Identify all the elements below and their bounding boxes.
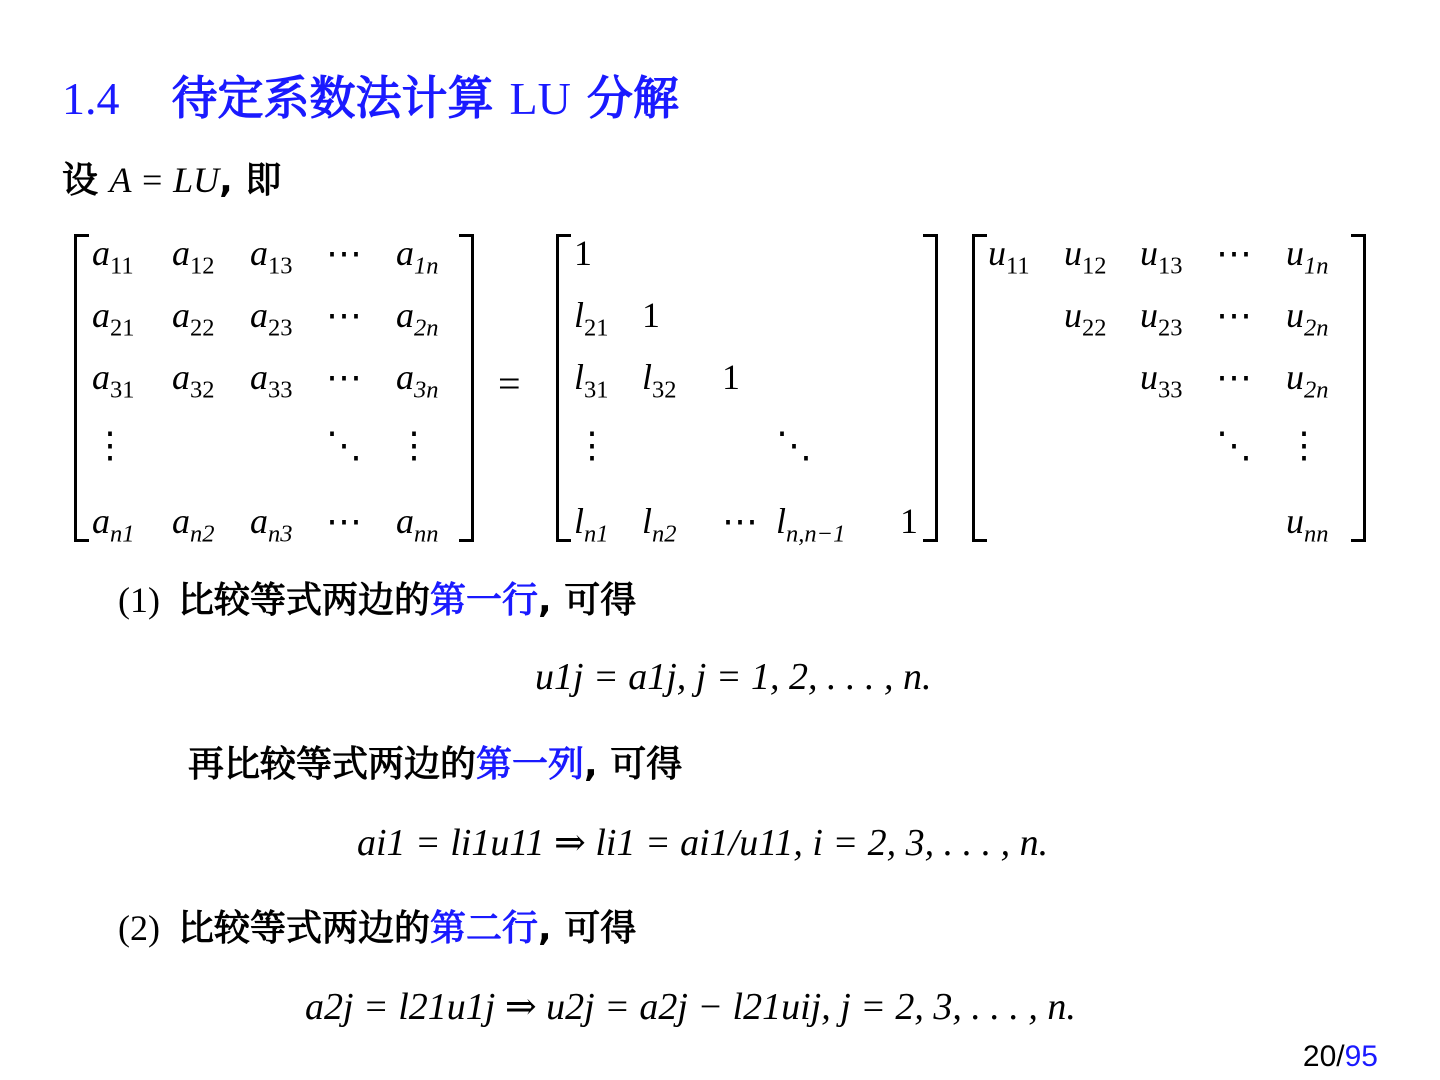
step1-label: (1) bbox=[118, 580, 160, 620]
equation-3 bbox=[305, 984, 1076, 1029]
matrix-a-cell: $a_{31}$ bbox=[92, 357, 135, 404]
matrix-a-cell: $a_{nn}$ bbox=[396, 501, 439, 548]
matrix-a-cell: $a_{n1}$ bbox=[92, 501, 135, 548]
page-number bbox=[1303, 1040, 1378, 1074]
matrix-a-cell: ⋱ bbox=[326, 425, 362, 465]
matrix-a-cell: $a_{3n}$ bbox=[396, 357, 439, 404]
step2-highlight: 第二行 bbox=[430, 908, 539, 949]
step2-line bbox=[118, 900, 636, 951]
matrix-a-cell: ⋯ bbox=[326, 357, 362, 397]
matrix-a-cell: $a_{22}$ bbox=[172, 295, 215, 342]
matrix-a-cell: ⋯ bbox=[326, 233, 362, 273]
matrix-u-cell: $u_{13}$ bbox=[1140, 233, 1183, 280]
eq3-text: a2j = l21u1j ⇒ u2j = a2j − l21uij, j = 2, 3, . . . , n. bbox=[305, 986, 1076, 1028]
matrix-u-cell: ⋯ bbox=[1216, 357, 1252, 397]
equation-1 bbox=[535, 655, 931, 699]
title-text-2: 分解 bbox=[586, 71, 679, 125]
matrix-a-cell: $a_{11}$ bbox=[92, 233, 134, 280]
matrix-a-cell: $a_{2n}$ bbox=[396, 295, 439, 342]
matrix-a-cell: $a_{32}$ bbox=[172, 357, 215, 404]
equation-2 bbox=[357, 820, 1048, 865]
title-lu: LU bbox=[509, 73, 571, 124]
matrix-a-cell: ⋯ bbox=[326, 295, 362, 335]
matrix-l-cell: 1 bbox=[722, 357, 740, 397]
matrix-u-cell: $u_{12}$ bbox=[1064, 233, 1107, 280]
matrix-a-cell: $a_{n2}$ bbox=[172, 501, 215, 548]
matrix-a-cell: $a_{33}$ bbox=[250, 357, 293, 404]
matrix-a-cell: $a_{21}$ bbox=[92, 295, 135, 342]
matrix-u-cell: $u_{2n}$ bbox=[1286, 295, 1329, 342]
step1b-highlight: 第一列 bbox=[476, 744, 585, 785]
matrix-equals: = bbox=[498, 361, 521, 406]
matrix-a-left-bracket bbox=[74, 234, 89, 542]
step1b-text: 再比较等式两边的 bbox=[188, 744, 477, 785]
matrix-l-cell: $l_{32}$ bbox=[642, 357, 677, 404]
matrix-u-cell: $u_{11}$ bbox=[988, 233, 1030, 280]
matrix-l-cell: $l_{31}$ bbox=[574, 357, 609, 404]
matrix-l-cell: $l_{n1}$ bbox=[574, 501, 609, 548]
matrix-l-left-bracket bbox=[556, 234, 571, 542]
intro-prefix: 设 bbox=[62, 160, 99, 201]
matrix-l-cell: ⋱ bbox=[776, 425, 812, 465]
title-text-1: 待定系数法计算 bbox=[171, 71, 494, 125]
matrix-l-right-bracket bbox=[923, 234, 938, 542]
matrix-a-cell: ⋮ bbox=[92, 425, 128, 465]
matrix-l-cell: ⋮ bbox=[574, 425, 610, 465]
step2-suffix: , 可得 bbox=[538, 908, 637, 949]
step1b-suffix: , 可得 bbox=[584, 744, 683, 785]
step1b-line bbox=[188, 736, 682, 787]
matrix-a-cell: $a_{n3}$ bbox=[250, 501, 293, 548]
eq2-text: ai1 = li1u11 ⇒ li1 = ai1/u11, i = 2, 3, . . . , n. bbox=[357, 822, 1049, 864]
step1-suffix: , 可得 bbox=[538, 580, 637, 621]
matrix-l-cell: 1 bbox=[642, 295, 660, 335]
step2-label: (2) bbox=[118, 908, 160, 948]
matrix-u-cell: ⋮ bbox=[1286, 425, 1322, 465]
matrix-u-cell: ⋯ bbox=[1216, 295, 1252, 335]
matrix-u-left-bracket bbox=[972, 234, 987, 542]
step1-line bbox=[118, 572, 636, 623]
intro-line bbox=[62, 152, 281, 203]
intro-suffix: , 即 bbox=[219, 160, 282, 201]
matrix-u-cell: $u_{1n}$ bbox=[1286, 233, 1329, 280]
matrix-u-cell: ⋱ bbox=[1216, 425, 1252, 465]
page-current: 20 bbox=[1302, 1040, 1337, 1073]
matrix-l-cell: $l_{n2}$ bbox=[642, 501, 677, 548]
intro-math: A = LU bbox=[109, 160, 220, 200]
eq1-text: u1j = a1j, j = 1, 2, . . . , n. bbox=[535, 656, 932, 698]
matrix-a-cell: $a_{1n}$ bbox=[396, 233, 439, 280]
matrix-u-cell: $u_{33}$ bbox=[1140, 357, 1183, 404]
matrix-a-cell: ⋮ bbox=[396, 425, 432, 465]
matrix-a-cell: $a_{12}$ bbox=[172, 233, 215, 280]
matrix-u-cell: $u_{2n}$ bbox=[1286, 357, 1329, 404]
matrix-l-cell: 1 bbox=[900, 501, 918, 541]
matrix-u-cell: $u_{22}$ bbox=[1064, 295, 1107, 342]
matrix-u-cell: $u_{23}$ bbox=[1140, 295, 1183, 342]
matrix-l-cell: $l_{n,n-1}$ bbox=[776, 501, 846, 548]
matrix-u-cell: $u_{nn}$ bbox=[1286, 501, 1329, 548]
step1-highlight: 第一行 bbox=[430, 580, 539, 621]
page-total: 95 bbox=[1344, 1040, 1378, 1073]
matrix-a-cell: ⋯ bbox=[326, 501, 362, 541]
slide-title bbox=[62, 62, 679, 128]
matrix-l-cell: $l_{21}$ bbox=[574, 295, 609, 342]
matrix-u-right-bracket bbox=[1351, 234, 1366, 542]
section-number: 1.4 bbox=[62, 73, 120, 124]
matrix-l-cell: 1 bbox=[574, 233, 592, 273]
matrix-l-cell: ⋯ bbox=[722, 501, 758, 541]
matrix-a-right-bracket bbox=[459, 234, 474, 542]
step1-text: 比较等式两边的 bbox=[177, 580, 430, 621]
matrix-a-cell: $a_{13}$ bbox=[250, 233, 293, 280]
matrix-a-cell: $a_{23}$ bbox=[250, 295, 293, 342]
page-sep: / bbox=[1336, 1040, 1345, 1073]
step2-text: 比较等式两边的 bbox=[177, 908, 430, 949]
matrix-u-cell: ⋯ bbox=[1216, 233, 1252, 273]
